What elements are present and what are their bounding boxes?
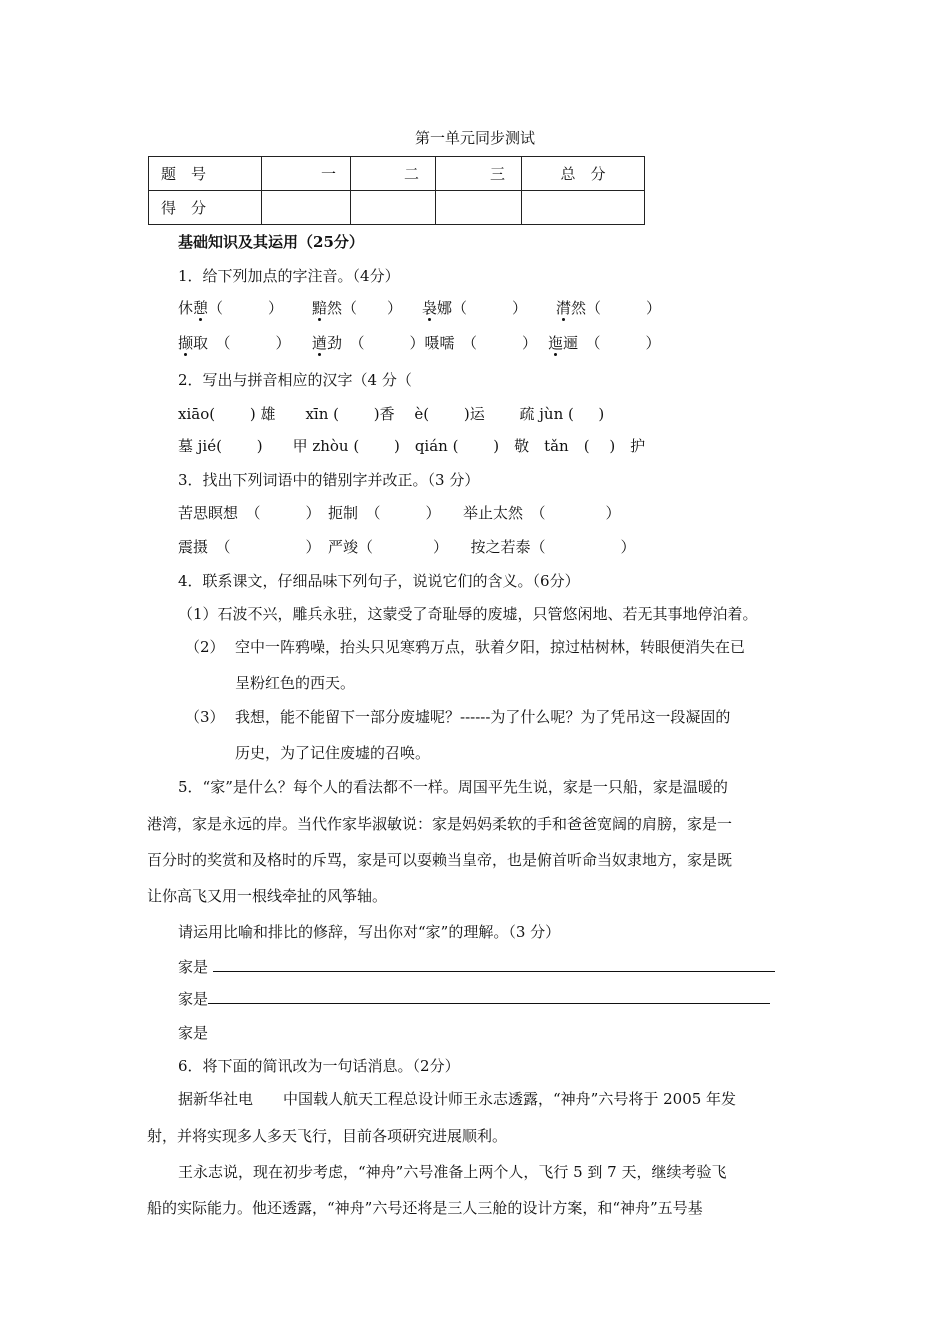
question-6-paragraph: 据新华社电 中国载人航天工程总设计师王永志透露，“神舟”六号将于 2005 年发 (178, 1090, 737, 1108)
question-1-item: 袅娜（ ） (422, 299, 528, 317)
page-title: 第一单元同步测试 (414, 129, 535, 147)
question-4-sentence-2-cont: 呈粉红色的西天。 (235, 674, 356, 692)
score-cell-part1[interactable] (262, 191, 351, 225)
question-1-item: 迤逦 （ ） (548, 334, 661, 352)
question-3-prompt: 3．找出下列词语中的错别字并改正。（3 分） (178, 471, 480, 489)
question-1-item: 遒劲 （ ）嗫嚅 （ ） (312, 334, 538, 352)
question-6-paragraph: 船的实际能力。他还透露，“神舟”六号还将是三人三舱的设计方案，和“神舟”五号基 (147, 1199, 703, 1217)
question-2-row: 墓 jié( ) 甲 zhòu ( ) qián ( ) 敬 tǎn ( ) 护 (178, 437, 646, 455)
question-2-row: xiāo( ) 雄 xīn ( )香 è( )运 疏 jùn ( ) (178, 405, 605, 423)
question-5-paragraph: 港湾，家是永远的岸。当代作家毕淑敏说：家是妈妈柔软的手和爸爸宽阔的肩膀，家是一 (147, 815, 733, 833)
question-4-sentence-2: 空中一阵鸦噪，抬头只见寒鸦万点，驮着夕阳，掠过枯树林，转眼便消失在已 (235, 638, 746, 656)
score-header-total: 总 分 (522, 157, 645, 191)
question-1-prompt: 1．给下列加点的字注音。（4分） (178, 267, 400, 285)
answer-line-1: 家是 (178, 957, 775, 977)
section-heading: 基础知识及其运用（25分） (178, 233, 364, 251)
score-cell-part3[interactable] (436, 191, 522, 225)
question-4-prompt: 4．联系课文，仔细品味下列句子，说说它们的含义。（6分） (178, 572, 580, 590)
score-table-header-row (149, 157, 645, 191)
score-header-part2: 二 (351, 157, 436, 191)
question-3-row: 震摄 （ ） 严竣（ ） 按之若泰（ ） (178, 538, 636, 556)
question-5-paragraph: 5．“家”是什么？每个人的看法都不一样。周国平先生说，家是一只船，家是温暖的 (178, 778, 728, 796)
score-header-part1: 一 (262, 157, 351, 191)
question-5-instruction: 请运用比喻和排比的修辞，写出你对“家”的理解。（3 分） (178, 923, 561, 941)
score-header-label: 题 号 (149, 157, 262, 191)
question-1-item: 黯然（ ） (312, 299, 403, 317)
question-1-item: 休憩（ ） (178, 299, 284, 317)
score-cell-total[interactable] (522, 191, 645, 225)
question-4-sentence-3: 我想，能不能留下一部分废墟呢？------为了什么呢？为了凭吊这一段凝固的 (235, 708, 731, 726)
score-header-part3: 三 (436, 157, 522, 191)
question-6-paragraph: 王永志说，现在初步考虑，“神舟”六号准备上两个人，飞行 5 到 7 天，继续考验飞 (178, 1163, 727, 1181)
question-4-sentence-3-number: （3） (185, 708, 225, 726)
score-table (148, 156, 645, 225)
answer-line-2: 家是 (178, 989, 770, 1009)
answer-blank-1[interactable] (213, 957, 775, 972)
question-1-item: 撷取 （ ） (178, 334, 291, 352)
answer-line-3: 家是 (178, 1024, 209, 1042)
score-table-score-row (149, 191, 645, 225)
question-5-paragraph: 百分时的奖赏和及格时的斥骂，家是可以耍赖当皇帝，也是俯首听命当奴隶地方，家是既 (147, 851, 733, 869)
score-row-label: 得 分 (149, 191, 262, 225)
question-4-sentence-1: （1）石波不兴，雕兵永驻，这蒙受了奇耻辱的废墟，只管悠闲地、若无其事地停泊着。 (178, 605, 758, 623)
answer-blank-2[interactable] (208, 989, 770, 1004)
question-6-prompt: 6．将下面的简讯改为一句话消息。（2分） (178, 1057, 460, 1075)
question-5-paragraph: 让你高飞又用一根线牵扯的风筝轴。 (147, 887, 388, 905)
question-1-item: 潸然（ ） (556, 299, 662, 317)
question-4-sentence-2-number: （2） (185, 638, 225, 656)
question-6-paragraph: 射，并将实现多人多天飞行，目前各项研究进展顺利。 (147, 1127, 508, 1145)
question-2-prompt: 2．写出与拼音相应的汉字（4 分（ (178, 371, 412, 389)
question-4-sentence-3-cont: 历史，为了记住废墟的召唤。 (235, 744, 431, 762)
score-cell-part2[interactable] (351, 191, 436, 225)
question-3-row: 苦思瞑想 （ ） 扼制 （ ） 举止太然 （ ） (178, 504, 621, 522)
